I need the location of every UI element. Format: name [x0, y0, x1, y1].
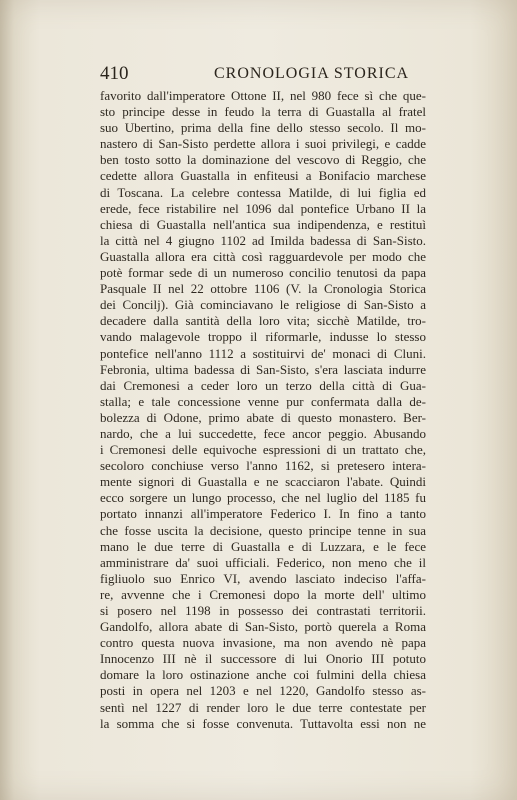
text-line: pontefice nell'anno 1112 a sostituirvi de' monaci di Cluni.: [100, 345, 426, 361]
running-title: CRONOLOGIA STORICA: [214, 65, 410, 82]
text-line: sentì nel 1227 di render loro le due terre contestate per: [100, 699, 426, 715]
text-line: vando malagevole troppo il riformarle, indusse lo stesso: [100, 329, 426, 345]
text-line: secoloro conchiuse verso l'anno 1162, si pretesero intera-: [100, 458, 426, 474]
page-number: 410: [100, 63, 129, 84]
text-line: ecco sorgere un lungo processo, che nel luglio del 1185 fu: [100, 490, 426, 506]
text-line: la città nel 4 giugno 1102 ad Imilda badessa di San-Sisto.: [100, 232, 426, 248]
text-line: contro questa nuova invasione, ma non avendo nè papa: [100, 635, 426, 651]
text-line: Pasquale II nel 22 ottobre 1106 (V. la Cronologia Storica: [100, 281, 426, 297]
text-line: Innocenzo III nè il successore di lui Onorio III potuto: [100, 651, 426, 667]
text-line: Gandolfo, allora abate di San-Sisto, portò querela a Roma: [100, 619, 426, 635]
text-line: dei Concilj). Già cominciavano le religiose di San-Sisto a: [100, 297, 426, 313]
text-line: bolezza di Odone, primo abate di questo monastero. Ber-: [100, 409, 426, 425]
text-line: mente signori di Guastalla e ne scacciaron l'abate. Quindi: [100, 474, 426, 490]
text-line: dai Cremonesi a ceder loro un terzo della città di Gua-: [100, 377, 426, 393]
text-line: chiesa di Guastalla nell'antica sua indipendenza, e restituì: [100, 216, 426, 232]
text-line: erede, fece ristabilire nel 1096 dal pontefice Urbano II la: [100, 200, 426, 216]
text-line: cedette allora Guastalla in enfiteusi a Bonifacio marchese: [100, 168, 426, 184]
text-line: si posero nel 1198 in possesso dei contrastati territorii.: [100, 603, 426, 618]
text-line: potè formar sede di un numeroso concilio tenutosi da papa: [100, 265, 426, 281]
text-line: amministrare da' suoi ufficiali. Federico, non meno che il: [100, 554, 426, 570]
text-line: posti in opera nel 1203 e nel 1220, Gandolfo stesso as-: [100, 683, 426, 699]
text-line: che fosse uscita la decisione, questo principe tenne in sua: [100, 522, 426, 538]
text-line: portato innanzi all'imperatore Federico I. In fino a tanto: [100, 506, 426, 522]
text-line: favorito dall'imperatore Ottone II, nel 980 fece sì che que-: [100, 88, 426, 103]
text-line: i Cremonesi delle equivoche espressioni di un trattato che,: [100, 442, 426, 458]
text-line: mano le due terre di Guastalla e di Luzzara, e le fece: [100, 538, 426, 554]
text-line: re, avvenne che i Cremonesi dopo la morte dell' ultimo: [100, 586, 426, 602]
page-header: [100, 63, 430, 89]
text-line: Guastalla allora era città così ragguardevole per modo che: [100, 248, 426, 264]
text-line: decadere dalla santità della loro vita; sicchè Matilde, tro-: [100, 313, 426, 329]
text-line: figliuolo suo Enrico VI, avendo lasciato indeciso l'affa-: [100, 570, 426, 586]
text-line: sto principe desse in feudo la terra di Guastalla al fratel: [100, 104, 426, 120]
text-line: stalla; e tale concessione venne pur confermata dalla de-: [100, 393, 426, 409]
text-line: Febronia, ultima badessa di San-Sisto, s'era lasciata indurre: [100, 361, 426, 377]
text-line: la somma che si fosse convenuta. Tuttavolta essi non ne: [100, 715, 426, 731]
text-line: domare la loro ostinazione anche coi fulmini della chiesa: [100, 667, 426, 683]
text-line: suo Ubertino, prima della fine dello stesso secolo. Il mo-: [100, 120, 426, 136]
text-line: nastero di San-Sisto perdette allora i suoi privilegi, e cadde: [100, 136, 426, 152]
text-line: nardo, che a lui succedette, fece ancor peggio. Abusando: [100, 425, 426, 441]
text-line: ben tosto sotto la dominazione del vescovo di Reggio, che: [100, 152, 426, 168]
text-line: di Toscana. La celebre contessa Matilde, di lui figlia ed: [100, 184, 426, 200]
body-text: [100, 88, 426, 732]
